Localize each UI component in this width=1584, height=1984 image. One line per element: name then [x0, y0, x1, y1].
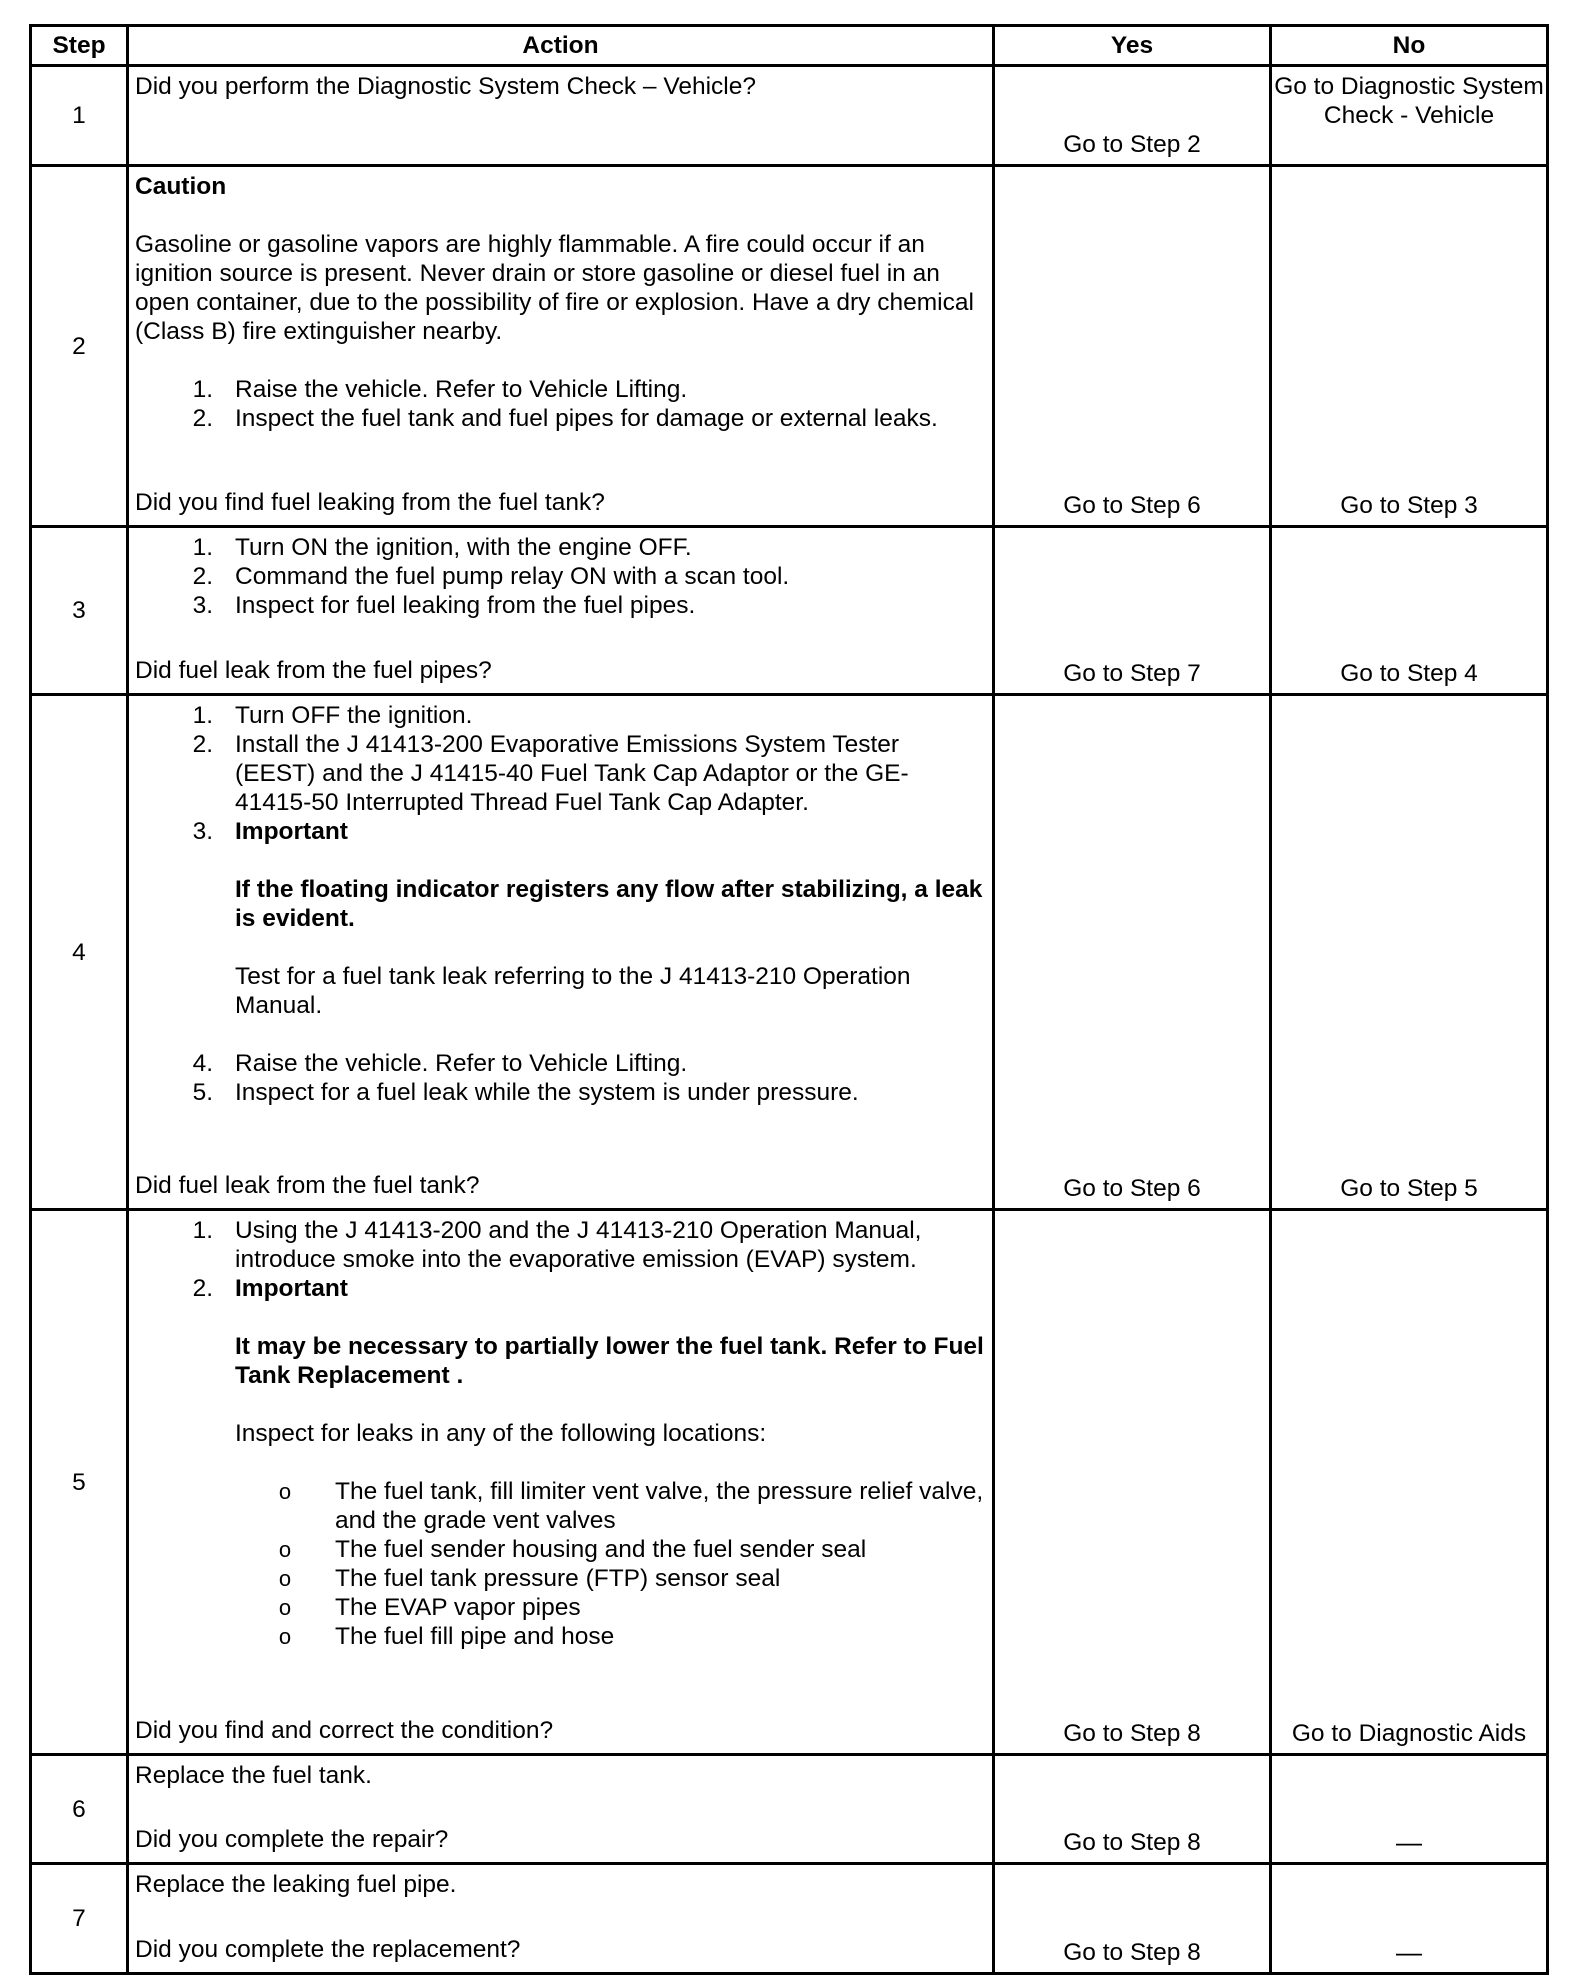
list-item: 2. Inspect the fuel tank and fuel pipes for damage or external leaks. [192, 405, 938, 432]
list-item: 3. Important If the floating indicator registers any flow after stabilizing, a leak is evident. Test for a fuel tank leak referring to the J 41413-210 Operation Manual. [192, 818, 983, 1019]
header-action: Action [128, 26, 994, 66]
action-list [135, 375, 984, 433]
important-label: Important [235, 1275, 348, 1302]
list-item: o The fuel tank, fill limiter vent valve, the pressure relief valve, and the grade vent valves [235, 1477, 984, 1535]
list-item: 1. Raise the vehicle. Refer to Vehicle Lifting. [192, 376, 688, 403]
question-text: Did you find fuel leaking from the fuel tank? [135, 489, 605, 516]
diagnostic-table [29, 24, 1549, 1975]
bullet-icon: o [278, 1566, 292, 1591]
yes-cell [994, 1210, 1271, 1755]
list-item: 1. Turn ON the ignition, with the engine OFF. [192, 534, 692, 561]
step-number: 3 [31, 527, 128, 695]
header-step: Step [31, 26, 128, 66]
question-text: Did you complete the repair? [135, 1826, 449, 1853]
yes-cell [994, 166, 1271, 527]
header-no: No [1271, 26, 1548, 66]
header-yes: Yes [994, 26, 1271, 66]
step-number: 6 [31, 1755, 128, 1864]
action-list [135, 701, 984, 1107]
table-row [31, 527, 1548, 695]
action-cell [128, 166, 994, 527]
question-text: Did fuel leak from the fuel tank? [135, 1172, 480, 1199]
table-row [31, 695, 1548, 1210]
action-cell [128, 1755, 994, 1864]
table-row [31, 1755, 1548, 1864]
list-item: o The fuel tank pressure (FTP) sensor seal [235, 1564, 984, 1593]
no-cell [1271, 527, 1548, 695]
list-item: 3. Inspect for fuel leaking from the fuel pipes. [192, 592, 696, 619]
test-text: Test for a fuel tank leak referring to the J 41413-210 Operation Manual. [235, 963, 911, 1019]
no-cell [1271, 66, 1548, 166]
yes-cell [994, 1755, 1271, 1864]
no-value: — [1396, 1827, 1422, 1857]
step-number: 5 [31, 1210, 128, 1755]
important-text: It may be necessary to partially lower the fuel tank. Refer to Fuel Tank Replacement . [235, 1333, 984, 1389]
inspect-text: Inspect for leaks in any of the following locations: [235, 1420, 767, 1447]
yes-link[interactable]: Go to Step 6 [1063, 1175, 1201, 1202]
caution-text: Gasoline or gasoline vapors are highly flammable. A fire could occur if an ignition source is present. Never drain or store gasoline or diesel fuel in an open container, due to the possibility of fire or explosion. Have a dry chemical (Class B) fire extinguisher nearby. [135, 231, 974, 345]
yes-link[interactable]: Go to Step 8 [1063, 1829, 1201, 1856]
caution-title: Caution [135, 173, 227, 200]
action-cell [128, 1210, 994, 1755]
list-item: 5. Inspect for a fuel leak while the system is under pressure. [192, 1079, 859, 1106]
question-text: Did you perform the Diagnostic System Check – Vehicle? [135, 73, 756, 100]
action-text: Replace the fuel tank. [135, 1762, 372, 1789]
list-item: 4. Raise the vehicle. Refer to Vehicle Lifting. [192, 1050, 688, 1077]
step-number: 2 [31, 166, 128, 527]
table-row [31, 166, 1548, 527]
yes-cell [994, 527, 1271, 695]
yes-cell [994, 66, 1271, 166]
action-cell [128, 527, 994, 695]
location-list [135, 1477, 984, 1651]
list-item: 2. Install the J 41413-200 Evaporative Emissions System Tester (EEST) and the J 41415-40 Fuel Tank Cap Adaptor or the GE-41415-50 Interrupted Thread Fuel Tank Cap Adapter. [192, 731, 909, 816]
bullet-icon: o [278, 1479, 292, 1504]
step-number: 1 [31, 66, 128, 166]
no-value: — [1396, 1937, 1422, 1967]
important-label: Important [235, 818, 348, 845]
list-item: 1. Turn OFF the ignition. [192, 702, 473, 729]
list-item: 1. Using the J 41413-200 and the J 41413-210 Operation Manual, introduce smoke into the evaporative emission (EVAP) system. [192, 1217, 922, 1273]
header-row [31, 26, 1548, 66]
no-cell [1271, 695, 1548, 1210]
no-cell [1271, 166, 1548, 527]
no-link[interactable]: Go to Step 3 [1340, 492, 1478, 519]
list-item: o The fuel fill pipe and hose [235, 1622, 984, 1651]
action-list [135, 1216, 984, 1477]
question-text: Did you complete the replacement? [135, 1936, 521, 1963]
list-item: 2. Command the fuel pump relay ON with a scan tool. [192, 563, 790, 590]
action-text: Replace the leaking fuel pipe. [135, 1871, 457, 1898]
no-link[interactable]: Go to Diagnostic System Check - Vehicle [1274, 73, 1544, 129]
no-cell [1271, 1755, 1548, 1864]
bullet-icon: o [278, 1537, 292, 1562]
bullet-icon: o [278, 1595, 292, 1620]
no-cell [1271, 1864, 1548, 1974]
no-link[interactable]: Go to Step 5 [1340, 1175, 1478, 1202]
list-item: 2. Important It may be necessary to partially lower the fuel tank. Refer to Fuel Tank Replacement . Inspect for leaks in any of the following locations: [192, 1275, 984, 1447]
important-text: If the floating indicator registers any flow after stabilizing, a leak is evident. [235, 876, 983, 932]
bullet-icon: o [278, 1624, 292, 1649]
yes-link[interactable]: Go to Step 8 [1063, 1720, 1201, 1747]
action-list [135, 533, 984, 620]
table-row [31, 1210, 1548, 1755]
no-link[interactable]: Go to Diagnostic Aids [1291, 1720, 1527, 1747]
yes-cell [994, 1864, 1271, 1974]
list-item: o The fuel sender housing and the fuel sender seal [235, 1535, 984, 1564]
no-link[interactable]: Go to Step 4 [1340, 660, 1478, 687]
step-number: 7 [31, 1864, 128, 1974]
question-text: Did fuel leak from the fuel pipes? [135, 657, 492, 684]
no-cell [1271, 1210, 1548, 1755]
yes-link[interactable]: Go to Step 8 [1063, 1939, 1201, 1966]
yes-cell [994, 695, 1271, 1210]
yes-link[interactable]: Go to Step 2 [1063, 131, 1201, 158]
table-row [31, 66, 1548, 166]
table-row [31, 1864, 1548, 1974]
action-cell [128, 1864, 994, 1974]
yes-link[interactable]: Go to Step 6 [1063, 492, 1201, 519]
step-number: 4 [31, 695, 128, 1210]
list-item: o The EVAP vapor pipes [235, 1593, 984, 1622]
question-text: Did you find and correct the condition? [135, 1717, 554, 1744]
action-cell [128, 695, 994, 1210]
action-cell [128, 66, 994, 166]
yes-link[interactable]: Go to Step 7 [1063, 660, 1201, 687]
